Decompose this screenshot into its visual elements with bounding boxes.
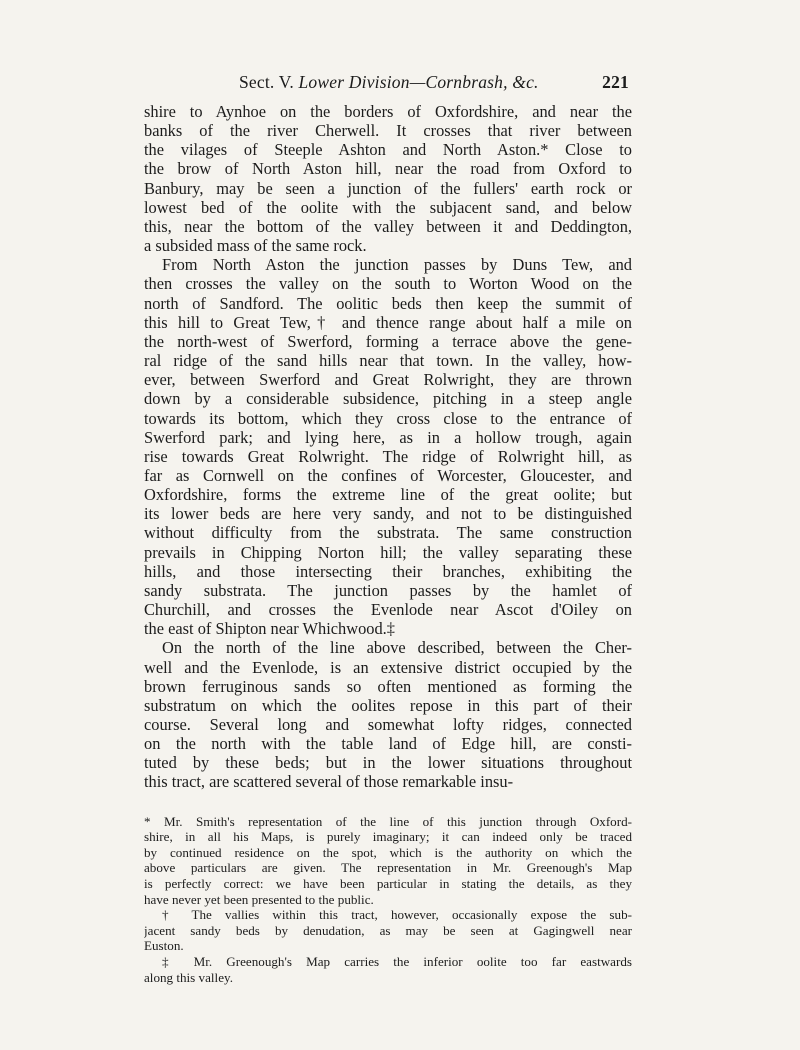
text-line: far as Cornwell on the confines of Worcester, Gloucester, and xyxy=(144,465,632,485)
text-line: * Mr. Smith's representation of the line of this junction through Oxford- xyxy=(144,813,632,829)
text-line: down by a considerable subsidence, pitching in a steep angle xyxy=(144,389,632,409)
text-line: Banbury, may be seen a junction of the fullers' earth rock or xyxy=(144,178,632,198)
running-head xyxy=(144,72,632,102)
text-line: this hill to Great Tew,† and thence range about half a mile on xyxy=(144,312,632,332)
paragraph xyxy=(144,638,632,791)
text-line: along this valley. xyxy=(144,969,233,985)
text-line: ‡ Mr. Greenough's Map carries the inferior oolite too far eastwards xyxy=(162,953,632,969)
text-line: Oxfordshire, forms the extreme line of the great oolite; but xyxy=(144,485,632,505)
text-line: this tract, are scattered several of those remarkable insu- xyxy=(144,772,514,792)
footnote xyxy=(144,907,632,954)
text-line: course. Several long and somewhat lofty ridges, connected xyxy=(144,715,632,734)
footnote xyxy=(144,954,632,985)
footnote-spacer xyxy=(144,792,632,814)
text-line: shire to Aynhoe on the borders of Oxfordshire, and near the xyxy=(144,102,632,121)
text-line: this, near the bottom of the valley between it and Deddington, xyxy=(144,216,632,236)
chapter-title: Lower Division—Cornbrash, &c. xyxy=(298,72,539,92)
text-line: have never yet been presented to the public. xyxy=(144,891,374,907)
text-line: Euston. xyxy=(144,938,184,954)
text-line: From North Aston the junction passes by Duns Tew, and xyxy=(162,255,632,275)
text-line: a subsided mass of the same rock. xyxy=(144,236,367,256)
section-label: Sect. V. xyxy=(239,72,294,92)
text-line: the vilages of Steeple Ashton and North Aston.* Close to xyxy=(144,140,632,160)
text-line: ral ridge of the sand hills near that town. In the valley, how- xyxy=(144,351,632,371)
text-line: rise towards Great Rolwright. The ridge of Rolwright hill, as xyxy=(144,446,632,466)
text-line: lowest bed of the oolite with the subjacent sand, and below xyxy=(144,197,632,217)
text-line: above particulars are given. The representation in Mr. Greenough's Map xyxy=(144,860,632,876)
text-line: is perfectly correct: we have been particular in stating the details, as they xyxy=(144,876,632,891)
text-line: ever, between Swerford and Great Rolwright, they are thrown xyxy=(144,370,632,390)
footnotes xyxy=(144,814,632,986)
text-line: jacent sandy beds by denudation, as may be seen at Gagingwell near xyxy=(144,922,632,938)
text-line: then crosses the valley on the south to Worton Wood on the xyxy=(144,274,632,294)
text-line: on the north with the table land of Edge hill, are consti- xyxy=(144,734,632,754)
text-line: tuted by these beds; but in the lower situations throughout xyxy=(144,753,632,773)
text-line: † The vallies within this tract, however, occasionally expose the sub- xyxy=(162,907,632,923)
text-line: north of Sandford. The oolitic beds then keep the summit of xyxy=(144,293,632,313)
text-line: On the north of the line above described, between the Cher- xyxy=(162,638,632,658)
text-line: the east of Shipton near Whichwood.‡ xyxy=(144,619,395,639)
text-line: without difficulty from the substrata. The same construction xyxy=(144,523,632,543)
page-number: 221 xyxy=(602,72,629,92)
text-line: sandy substrata. The junction passes by the hamlet of xyxy=(144,580,632,600)
running-head-title xyxy=(239,72,539,93)
text-line: substratum on which the oolites repose in this part of their xyxy=(144,695,632,715)
paragraph xyxy=(144,102,632,255)
footnote xyxy=(144,814,632,908)
text-line: Swerford park; and lying here, as in a hollow trough, again xyxy=(144,427,632,447)
text-line: Churchill, and crosses the Evenlode near Ascot d'Oiley on xyxy=(144,600,632,620)
text-line: the brow of North Aston hill, near the road from Oxford to xyxy=(144,159,632,179)
text-line: shire, in all his Maps, is purely imaginary; it can indeed only be traced xyxy=(144,829,632,845)
book-page xyxy=(144,72,632,985)
text-line: hills, and those intersecting their branches, exhibiting the xyxy=(144,561,632,581)
body-text xyxy=(144,102,632,792)
text-line: banks of the river Cherwell. It crosses that river between xyxy=(144,121,632,141)
text-line: well and the Evenlode, is an extensive district occupied by the xyxy=(144,657,632,677)
paragraph xyxy=(144,255,632,638)
text-line: the north-west of Swerford, forming a terrace above the gene- xyxy=(144,331,632,351)
text-line: prevails in Chipping Norton hill; the valley separating these xyxy=(144,542,632,562)
text-line: towards its bottom, which they cross close to the entrance of xyxy=(144,408,632,428)
text-line: its lower beds are here very sandy, and not to be distinguished xyxy=(144,504,632,524)
text-line: by continued residence on the spot, which is the authority on which the xyxy=(144,844,632,860)
text-line: brown ferruginous sands so often mentioned as forming the xyxy=(144,676,632,696)
